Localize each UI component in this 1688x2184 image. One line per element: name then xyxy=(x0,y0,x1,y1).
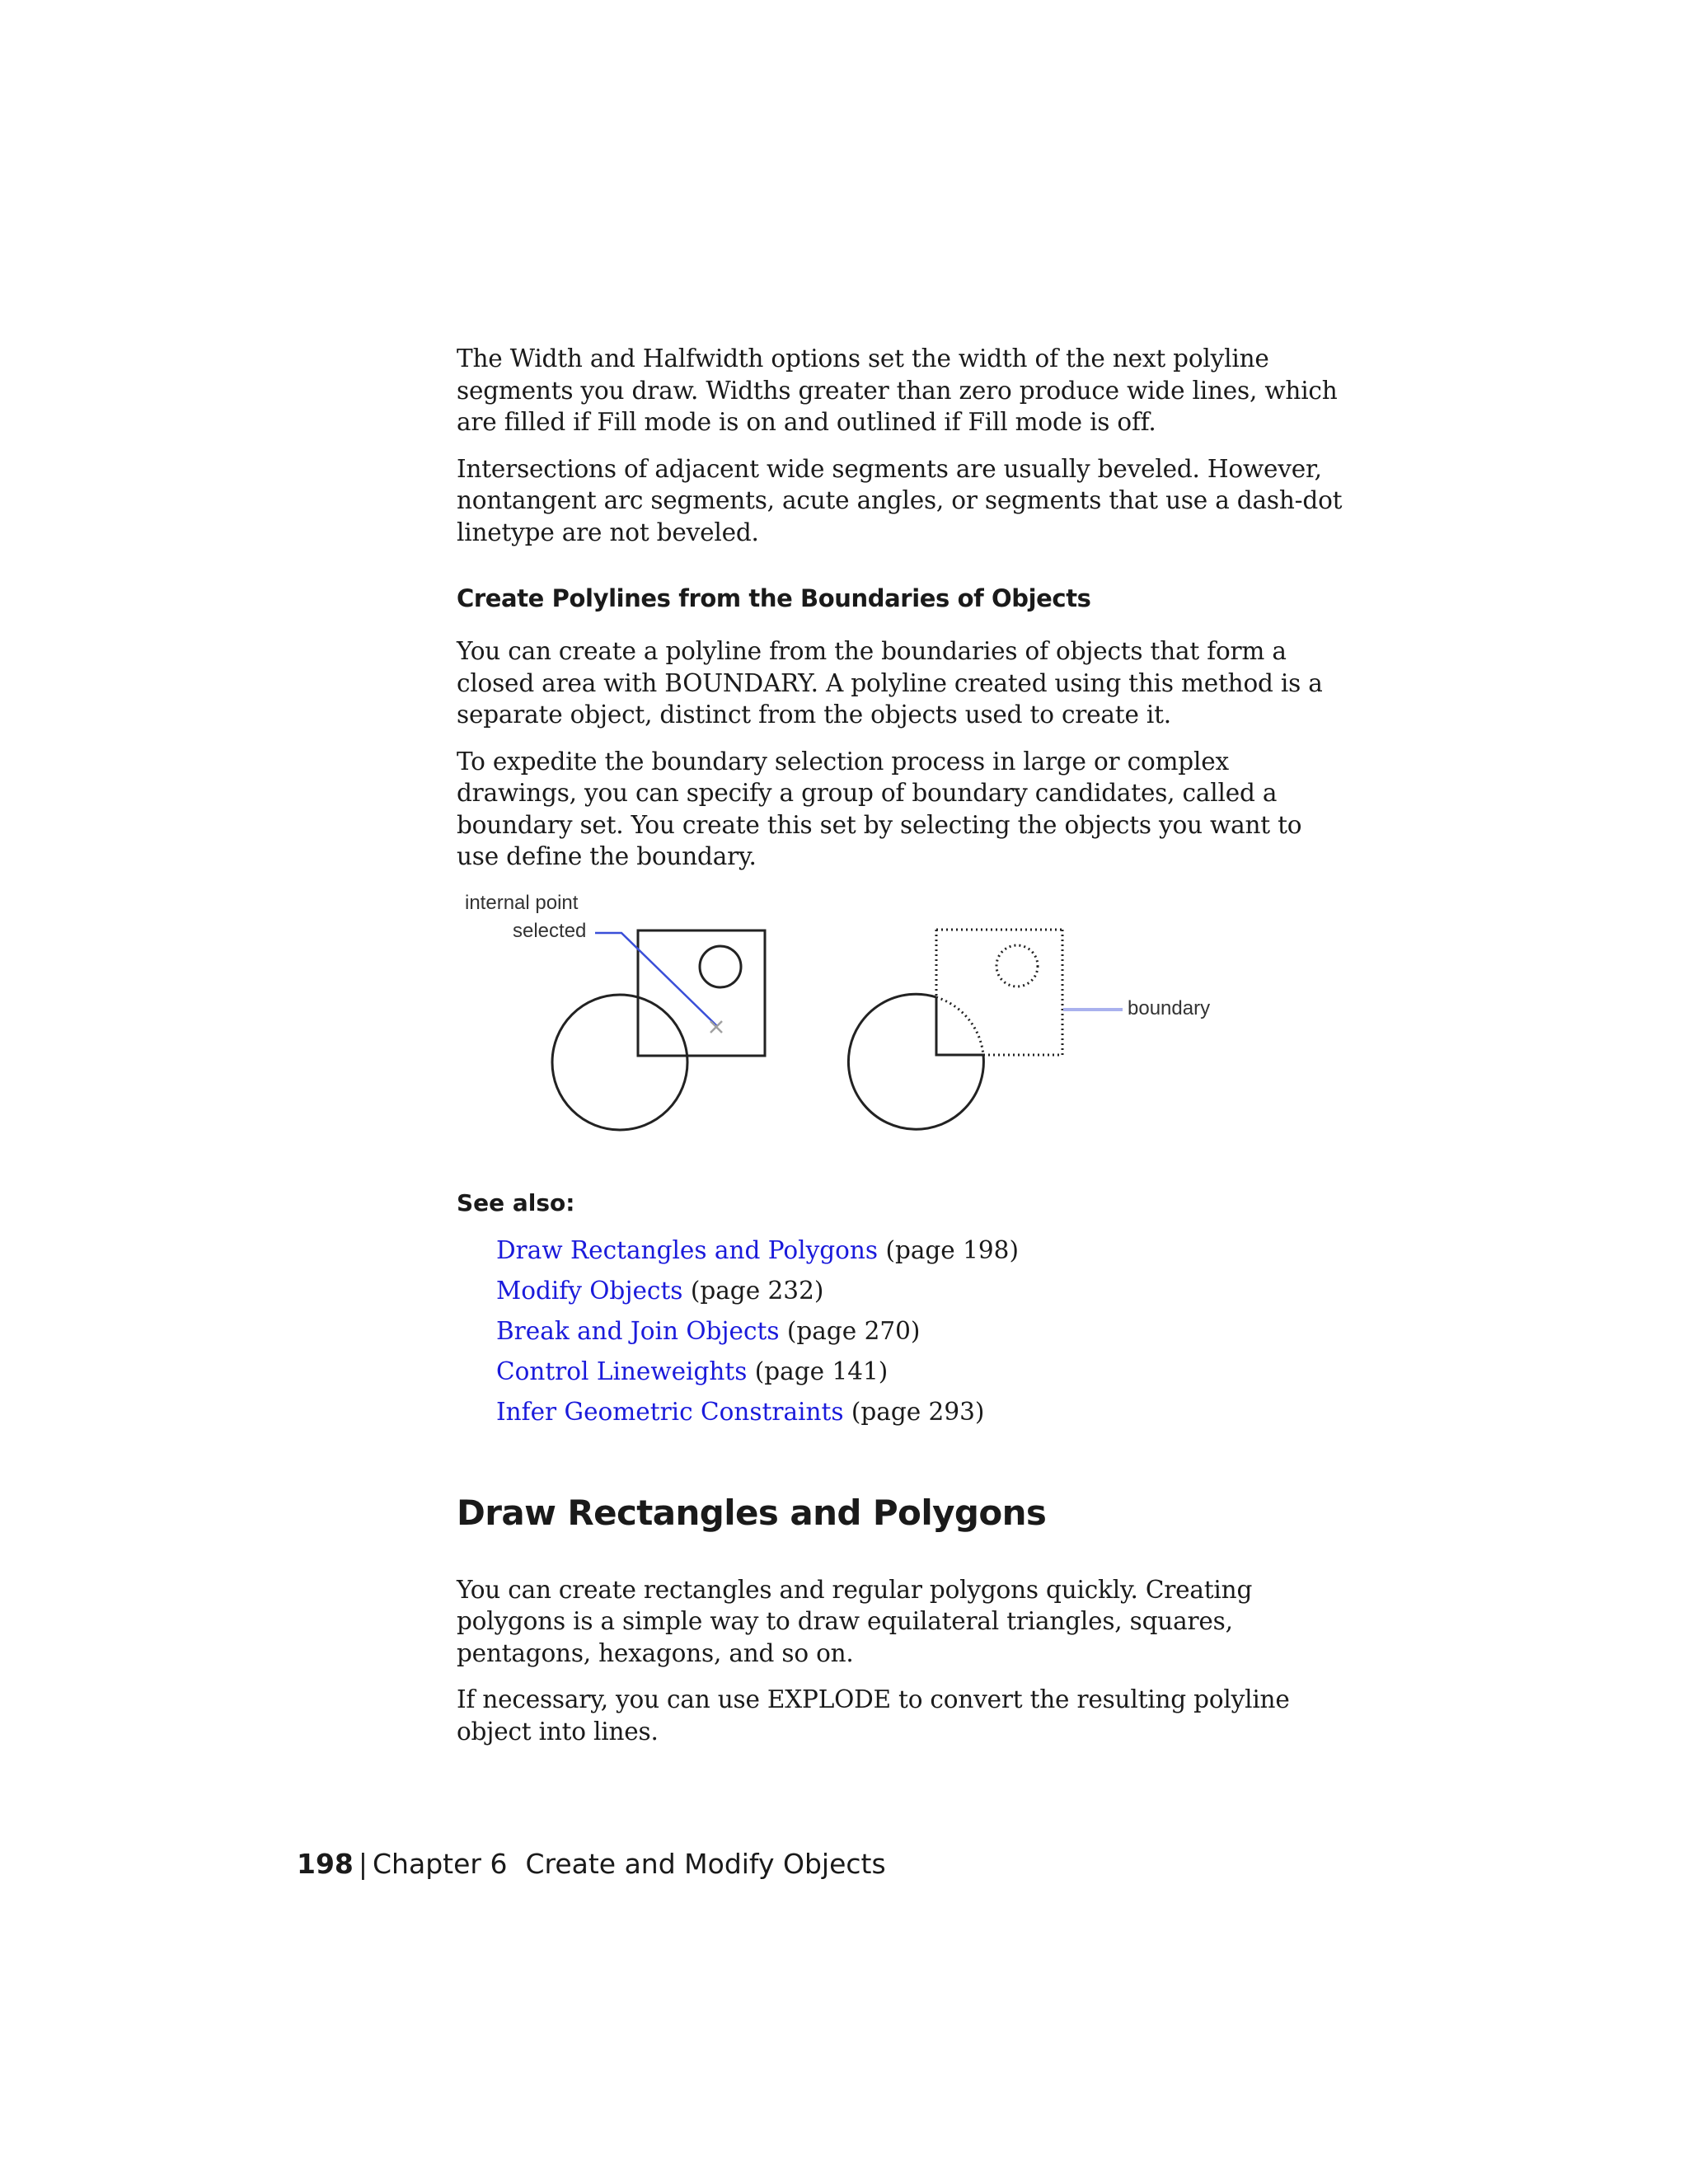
see-also-item xyxy=(496,1311,1348,1352)
boundary-diagram xyxy=(457,889,1348,1153)
right-large-arc xyxy=(848,994,983,1129)
page-ref: (page 293) xyxy=(851,1397,985,1426)
see-also-item xyxy=(496,1230,1348,1271)
page-ref: (page 232) xyxy=(690,1276,824,1305)
see-also-item xyxy=(496,1271,1348,1311)
page-ref: (page 198) xyxy=(885,1235,1019,1264)
page-ref: (page 141) xyxy=(754,1357,889,1385)
see-also-item xyxy=(496,1352,1348,1392)
paragraph: You can create a polyline from the boundaries of objects that form a closed area with BOUNDARY. A polyline created using this method is a separate object, distinct from the objects used to create it. xyxy=(457,637,1323,729)
selected-label: selected xyxy=(513,919,587,942)
section-heading: Create Polylines from the Boundaries of Objects xyxy=(457,584,1091,612)
paragraph: Intersections of adjacent wide segments are usually beveled. However, nontangent arc segments, acute angles, or segments that use a dash-dot linetype are not beveled. xyxy=(457,454,1343,546)
right-small-circle xyxy=(996,945,1038,987)
see-also-link[interactable]: Draw Rectangles and Polygons xyxy=(496,1235,879,1264)
paragraph: To expedite the boundary selection process in large or complex drawings, you can specify a group of boundary candidates, called a boundary set. You create this set by selecting the objects you want to use define the boundary. xyxy=(457,747,1302,870)
boundary-label: boundary xyxy=(1128,996,1211,1019)
page-ref: (page 270) xyxy=(786,1316,921,1345)
paragraph: If necessary, you can use EXPLODE to convert the resulting polyline object into lines. xyxy=(457,1685,1290,1746)
page-footer xyxy=(297,1846,886,1882)
right-arc-dotted xyxy=(936,997,983,1055)
paragraph: The Width and Halfwidth options set the width of the next polyline segments you draw. Widths greater than zero produce wide lines, which are filled if Fill mode is on and outlined if Fill mode is off. xyxy=(457,344,1338,436)
see-also-list xyxy=(457,1230,1348,1432)
internal-point-leader xyxy=(595,933,717,1026)
see-also-heading: See also: xyxy=(457,1188,575,1216)
boundary-figure xyxy=(457,889,1348,1153)
see-also-item xyxy=(496,1392,1348,1432)
chapter-label: Chapter 6 xyxy=(373,1848,508,1880)
page-content xyxy=(457,343,1348,1762)
see-also-link[interactable]: Modify Objects xyxy=(496,1276,683,1305)
chapter-title: Create and Modify Objects xyxy=(525,1848,886,1880)
see-also-link[interactable]: Infer Geometric Constraints xyxy=(496,1397,844,1426)
see-also-link[interactable]: Break and Join Objects xyxy=(496,1316,780,1345)
right-corner xyxy=(936,997,983,1055)
left-large-circle xyxy=(552,995,687,1130)
see-also-link[interactable]: Control Lineweights xyxy=(496,1357,748,1385)
left-square xyxy=(638,930,765,1056)
footer-separator: | xyxy=(358,1848,368,1880)
internal-point-label: internal point xyxy=(465,891,579,914)
internal-point-marker xyxy=(710,1021,722,1033)
paragraph: You can create rectangles and regular polygons quickly. Creating polygons is a simple way to draw equilateral triangles, squares, pentagons, hexagons, and so on. xyxy=(457,1575,1253,1667)
left-small-circle xyxy=(700,946,741,987)
section-title: Draw Rectangles and Polygons xyxy=(457,1492,1047,1533)
page-number: 198 xyxy=(297,1848,354,1880)
